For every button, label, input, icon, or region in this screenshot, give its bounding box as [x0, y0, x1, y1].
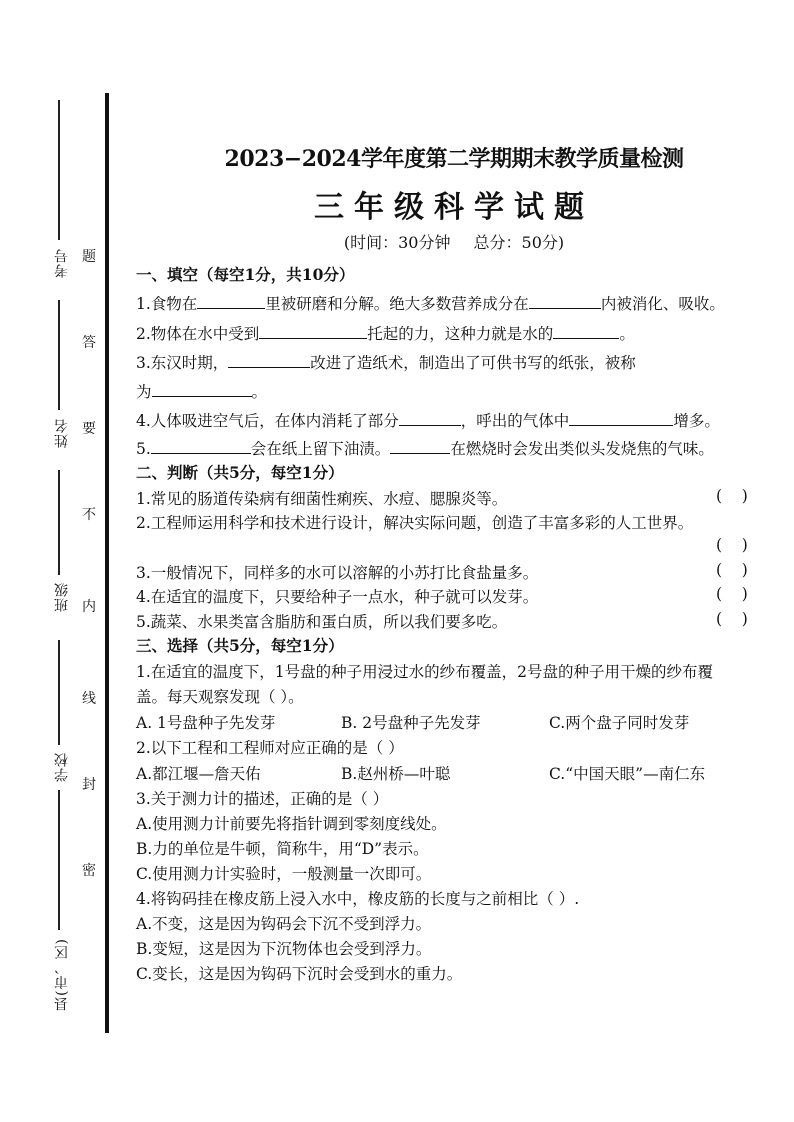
q-text: 。	[619, 325, 635, 343]
seal-char: 不	[82, 507, 96, 523]
option-b[interactable]: B.赵州桥—叶聪	[341, 765, 451, 783]
answer-blank[interactable]	[399, 410, 461, 426]
option-a[interactable]: A.不变，这是因为钩码会下沉不受到浮力。	[136, 915, 432, 933]
q-text: 内被消化、吸收。	[600, 295, 725, 313]
answer-paren[interactable]: ( )	[716, 487, 748, 505]
q-text: 里被研磨和分解。绝大多数营养成分在	[265, 295, 529, 313]
kaohao-blank[interactable]	[58, 100, 60, 240]
exam-content	[136, 0, 772, 1122]
seal-char: 题	[82, 249, 96, 265]
answer-blank[interactable]	[228, 352, 310, 368]
answer-blank[interactable]	[553, 323, 619, 339]
q-text: ，呼出的气体中	[460, 412, 570, 430]
answer-blank[interactable]	[259, 323, 367, 339]
q-text: 。	[251, 383, 268, 401]
seal-char: 内	[82, 599, 96, 615]
option-b[interactable]: B.力的单位是牛顿，简称牛，用“D”表示。	[136, 840, 429, 858]
choice-q3-stem: 3.关于测力计的描述，正确的是（ ）	[136, 790, 389, 808]
answer-paren[interactable]: ( )	[716, 561, 748, 579]
xingming-label: 姓名	[54, 418, 70, 448]
section2-heading: 二、判断（共5分，每空1分）	[136, 463, 344, 482]
option-a[interactable]: A.都江堰—詹天佑	[136, 765, 261, 783]
q-text: 增多。	[673, 412, 720, 430]
judge-q4: 4.在适宜的温度下，只要给种子一点水，种子就可以发芽。	[136, 588, 539, 606]
seal-char: 密	[82, 863, 96, 879]
section1-heading: 一、填空（每空1分，共10分）	[136, 265, 355, 284]
judge-q1: 1.常见的肠道传染病有细菌性痢疾、水痘、腮腺炎等。	[136, 490, 508, 508]
q-text: 1.食物在	[136, 295, 198, 313]
q-text: 为	[136, 383, 152, 401]
answer-paren[interactable]: ( )	[716, 610, 748, 628]
time-text: (时间：30分钟	[343, 233, 451, 252]
fill-q1	[136, 292, 725, 314]
q-text: 会在纸上留下油渍。	[250, 440, 391, 458]
xian-label: 县(市、区)	[54, 938, 70, 1011]
option-a[interactable]: A.使用测力计前要先将指针调到零刻度线处。	[136, 815, 447, 833]
q-text: 改进了造纸术，制造出了可供书写的纸张，被称	[310, 354, 636, 372]
seal-char: 答	[82, 335, 96, 351]
banji-blank[interactable]	[58, 470, 60, 575]
judge-q3: 3.一般情况下，同样多的水可以溶解的小苏打比食盐量多。	[136, 564, 539, 582]
option-b[interactable]: B.变短，这是因为下沉物体也会受到浮力。	[136, 940, 432, 958]
answer-blank[interactable]	[197, 293, 265, 309]
banji-label: 班级	[54, 582, 70, 612]
option-c[interactable]: C.使用测力计实验时，一般测量一次即可。	[136, 865, 432, 883]
xingming-blank[interactable]	[58, 300, 60, 410]
fill-q2	[136, 322, 635, 344]
binding-margin	[0, 0, 110, 1122]
q-text: 在燃烧时会发出类似头发烧焦的气味。	[450, 440, 714, 458]
option-b[interactable]: B. 2号盘种子先发芽	[341, 714, 481, 732]
answer-blank[interactable]	[390, 438, 450, 454]
judge-q2: 2.工程师运用科学和技术进行设计，解决实际问题，创造了丰富多彩的人工世界。	[136, 514, 694, 532]
option-c[interactable]: C.“中国天眼”—南仁东	[549, 765, 706, 783]
xian-blank[interactable]	[58, 790, 60, 930]
exam-subtitle: 三年级科学试题	[314, 190, 594, 225]
answer-blank[interactable]	[152, 381, 252, 397]
choice-q4-stem: 4.将钩码挂在橡皮筋上浸入水中，橡皮筋的长度与之前相比（ ）.	[136, 890, 580, 908]
option-c[interactable]: C.变长，这是因为钩码下沉时会受到水的重力。	[136, 965, 463, 983]
seal-char: 要	[82, 421, 96, 437]
q-text: 3.东汉时期，	[136, 354, 229, 372]
seal-char: 线	[82, 691, 96, 707]
judge-q5: 5.蔬菜、水果类富含脂肪和蛋白质，所以我们要多吃。	[136, 613, 508, 631]
option-c[interactable]: C.两个盘子同时发芽	[549, 714, 690, 732]
fill-q5	[136, 437, 714, 459]
exam-time-info	[136, 230, 772, 253]
choice-q1-line2: 盖。每天观察发现（ ）。	[136, 688, 304, 706]
fill-q3-cont	[136, 380, 267, 402]
choice-q2-stem: 2.以下工程和工程师对应正确的是（ ）	[136, 739, 404, 757]
xuexiao-label: 学校	[54, 752, 70, 782]
score-text: 总分：50分)	[473, 233, 565, 252]
kaohao-label: 考号	[54, 248, 70, 278]
binding-line	[105, 93, 109, 1033]
answer-paren[interactable]: ( )	[716, 585, 748, 603]
choice-q1-line1: 1.在适宜的温度下，1号盘的种子用浸过水的纱布覆盖，2号盘的种子用干燥的纱布覆	[136, 663, 714, 681]
q-text: 2.物体在水中受到	[136, 325, 260, 343]
q-text: 4.人体吸进空气后，在体内消耗了部分	[136, 412, 399, 430]
fill-q3	[136, 351, 636, 373]
xuexiao-blank[interactable]	[58, 640, 60, 745]
seal-char: 封	[82, 777, 96, 793]
answer-blank[interactable]	[529, 293, 601, 309]
fill-q4	[136, 409, 720, 431]
q-text: 5.	[136, 440, 151, 458]
option-a[interactable]: A. 1号盘种子先发芽	[136, 714, 276, 732]
q-text: 托起的力，这种力就是水的	[367, 325, 554, 343]
answer-blank[interactable]	[569, 410, 673, 426]
answer-paren[interactable]: ( )	[716, 536, 748, 554]
exam-title: 2023−2024学年度第二学期期末教学质量检测	[224, 146, 684, 172]
answer-blank[interactable]	[151, 438, 251, 454]
section3-heading: 三、选择（共5分，每空1分）	[136, 636, 344, 655]
